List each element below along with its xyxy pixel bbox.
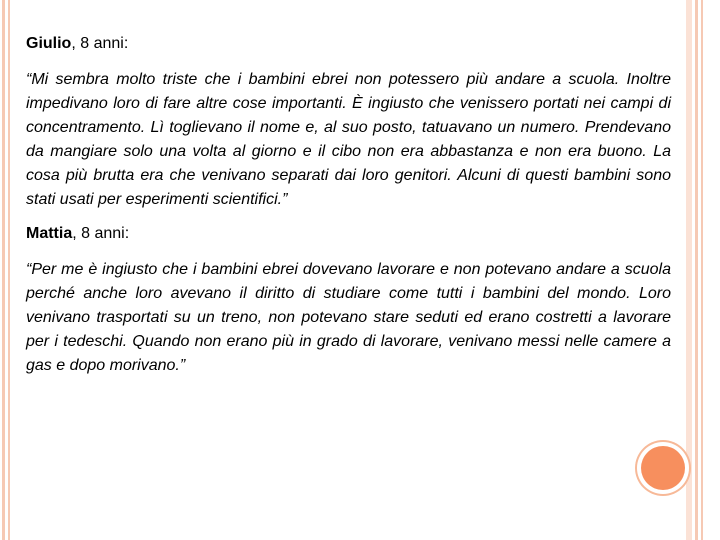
- entry-heading-giulio: [26, 32, 671, 56]
- left-border-line-inner: [8, 0, 10, 540]
- student-quote: “Per me è ingiusto che i bambini ebrei dovevano lavorare e non potevano andare a scuola perché anche loro avevano il diritto di studiare come tutti i bambini del mondo. Loro venivano trasportati su un treno, non potevano stare seduti ed erano costretti a lavorare per i tedeschi. Quando non erano più in grado di lavorare, venivano messi nelle camere a gas e dopo morivano.”: [26, 261, 671, 374]
- decorative-circle: [641, 446, 685, 490]
- right-border-line: [695, 0, 698, 540]
- student-age: , 8 anni:: [72, 225, 130, 242]
- right-border-band: [686, 0, 692, 540]
- student-name: Giulio: [26, 35, 72, 52]
- slide-content: [26, 32, 671, 388]
- left-border-line: [2, 0, 5, 540]
- right-border-line-inner: [701, 0, 703, 540]
- student-quote: “Mi sembra molto triste che i bambini ebrei non potessero più andare a scuola. Inoltre impedivano loro di fare altre cose importanti. È ingiusto che venissero portati nei campi di concentramento. Lì toglievano il nome e, al suo posto, tatuavano un numero. Prendevano da mangiare solo una volta al giorno e il cibo non era abbastanza e non era buono. La cosa più brutta era che venivano separati dai loro genitori. Alcuni di questi bambini sono stati usati per esperimenti scientifici.”: [26, 71, 671, 208]
- student-age: , 8 anni:: [71, 35, 129, 52]
- student-name: Mattia: [26, 225, 73, 242]
- entry-heading-mattia: [26, 222, 671, 246]
